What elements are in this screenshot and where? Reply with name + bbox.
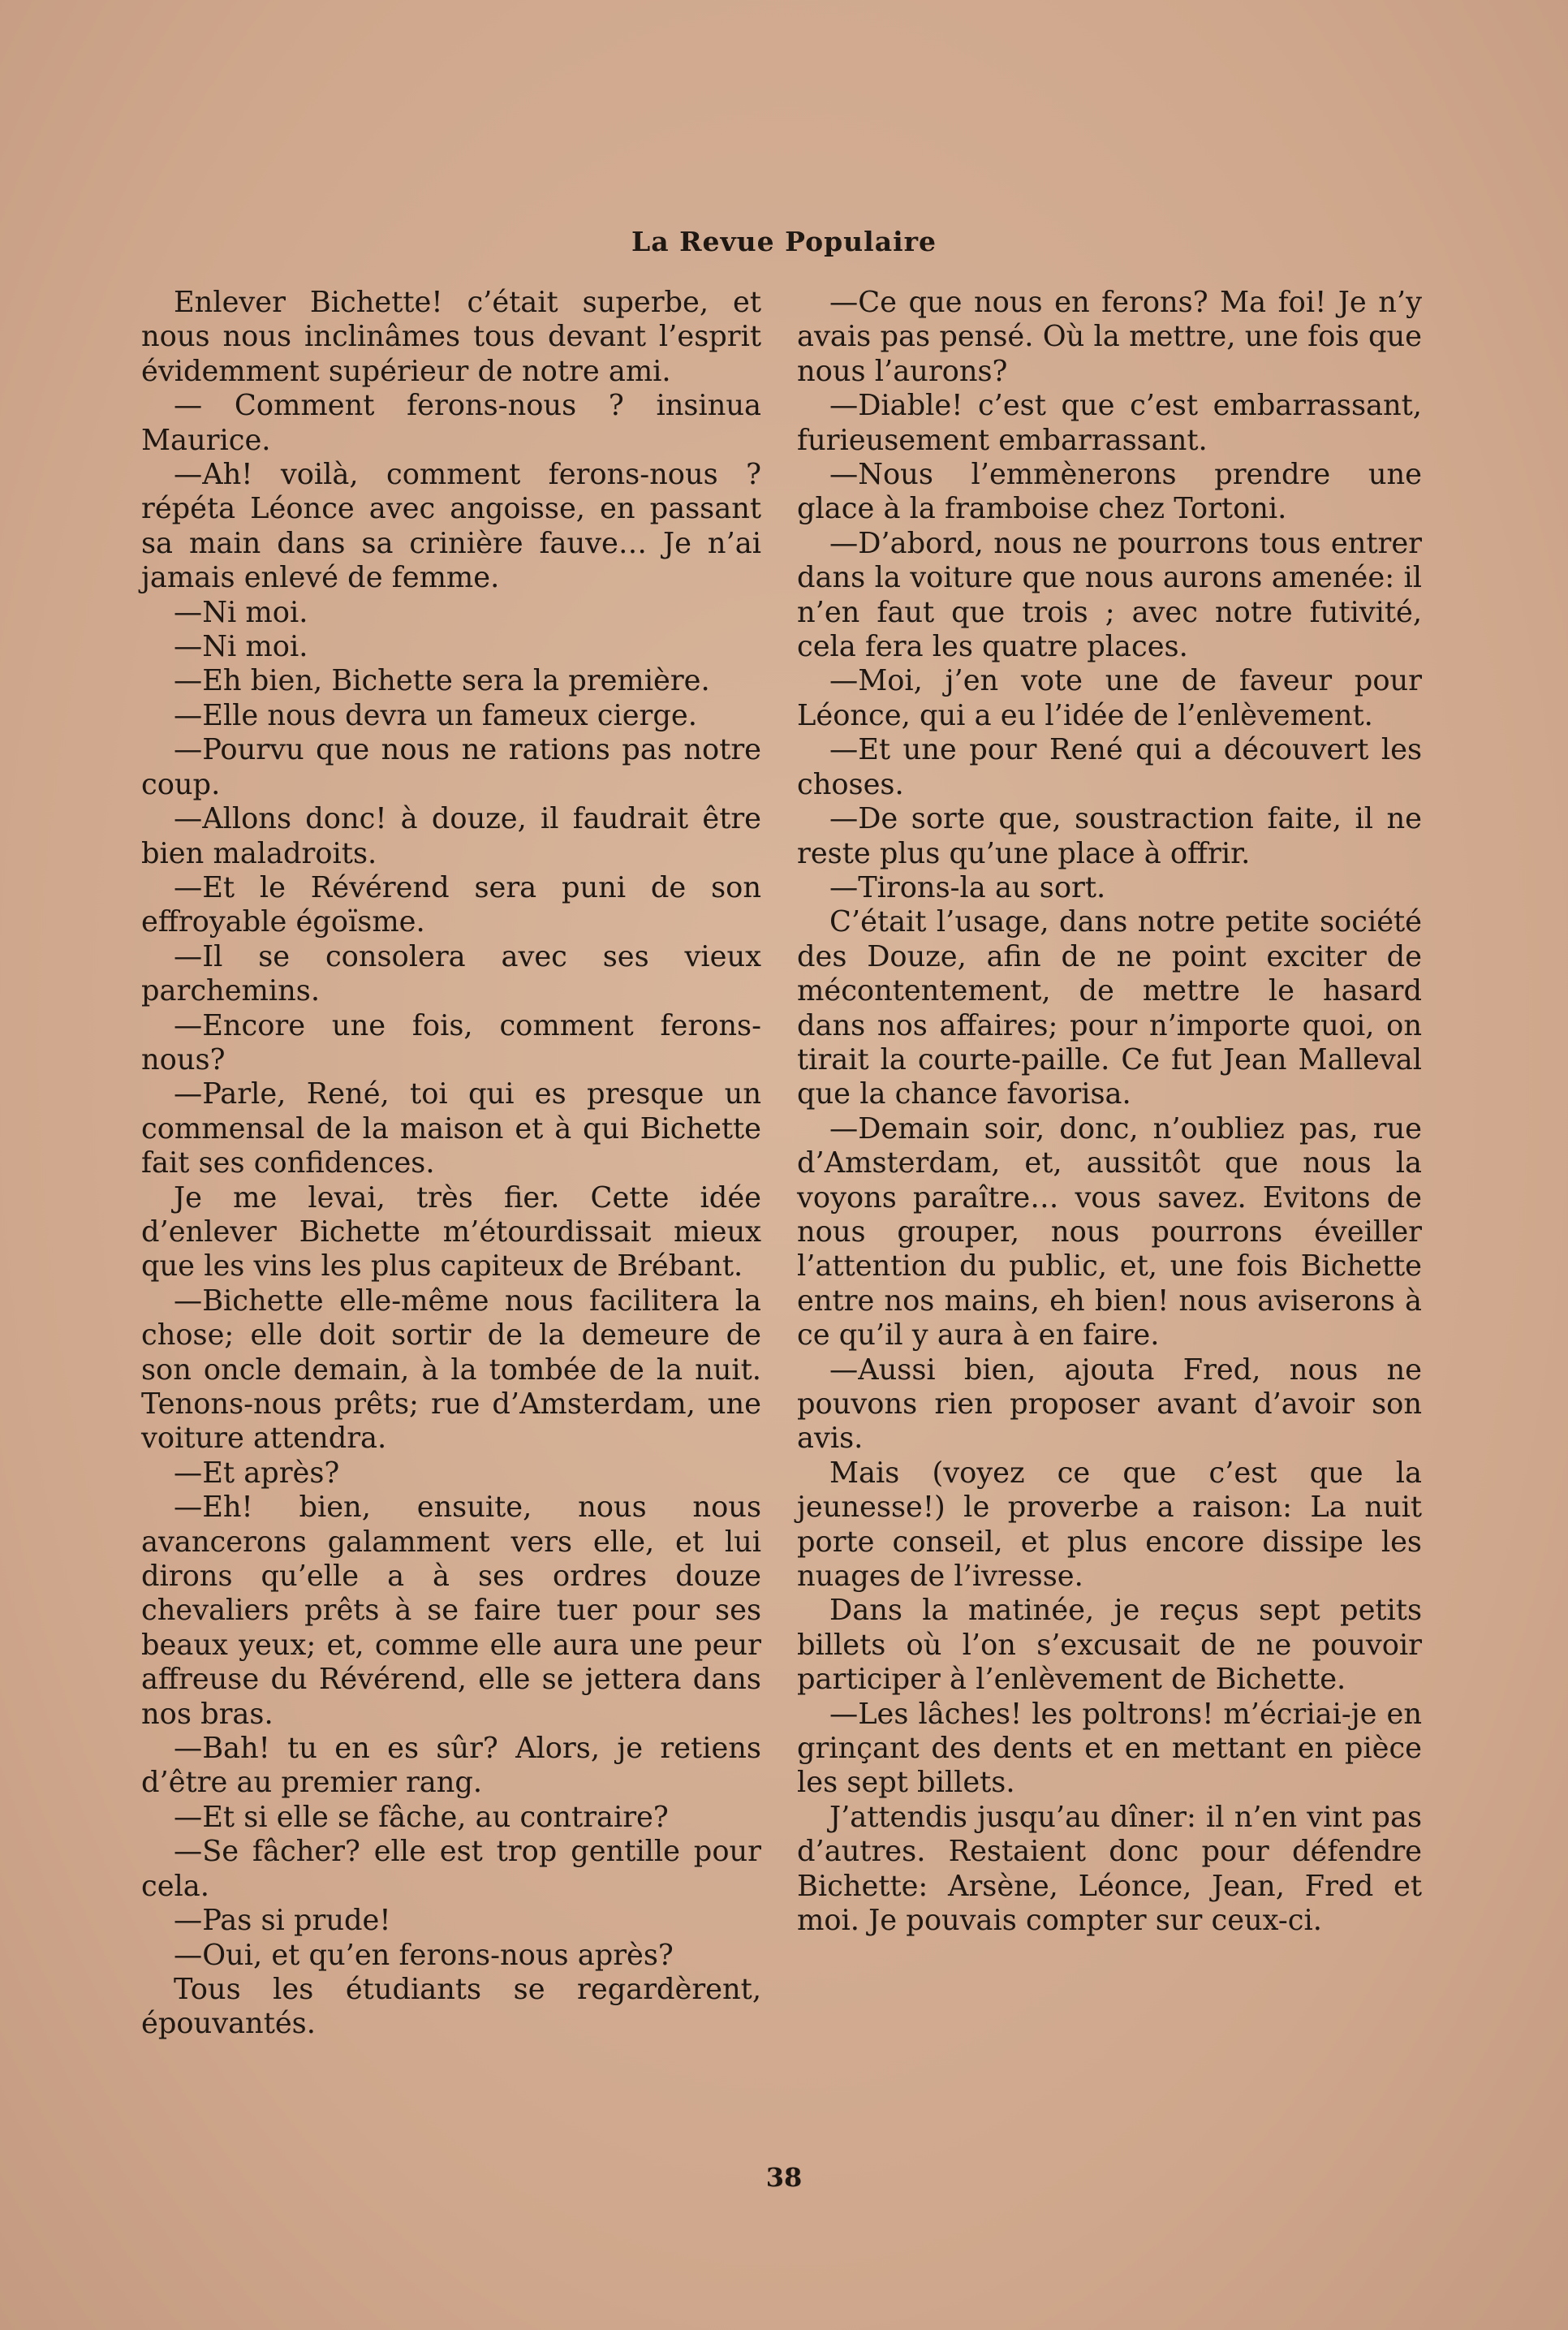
paragraph: —Et après? <box>174 1456 340 1490</box>
paragraph: —Allons donc! à douze, il faudrait être bien maladroits. <box>141 802 761 870</box>
paragraph: —De sorte que, soustraction faite, il ne reste plus qu’une place à offrir. <box>797 802 1422 870</box>
paragraph: —Eh bien, Bichette sera la première. <box>174 664 710 698</box>
paragraph: Enlever Bichette! c’était superbe, et nous nous inclinâmes tous devant l’esprit évidemment supérieur de notre ami. <box>141 286 761 388</box>
paragraph: Dans la matinée, je reçus sept petits billets où l’on s’excusait de ne pouvoir participer à l’enlèvement de Bichette. <box>797 1594 1422 1697</box>
paragraph: —Parle, René, toi qui es presque un commensal de la maison et à qui Bichette fait ses confidences. <box>141 1077 761 1180</box>
paragraph: —Demain soir, donc, n’oubliez pas, rue d’Amsterdam, et, aussitôt que nous la voyons paraître… vous savez. Evitons de nous grouper, nous pourrons éveiller l’attention du public, et, une fois Bichette entre nos mains, eh bien! nous aviserons à ce qu’il y aura à en faire. <box>797 1111 1422 1353</box>
paragraph: J’attendis jusqu’au dîner: il n’en vint pas d’autres. Restaient donc pour défendre Bichette: Arsène, Léonce, Jean, Fred et moi. Je pouvais compter sur ceux-ci. <box>797 1800 1422 1938</box>
paragraph: —Aussi bien, ajouta Fred, nous ne pouvons rien proposer avant d’avoir son avis. <box>797 1353 1422 1456</box>
page-number: 38 <box>765 2162 803 2193</box>
paragraph: —Oui, et qu’en ferons-nous après? <box>174 1938 674 1972</box>
paragraph: —Pourvu que nous ne rations pas notre coup. <box>141 733 761 801</box>
paragraph: —Moi, j’en vote une de faveur pour Léonce, qui a eu l’idée de l’enlèvement. <box>797 664 1422 732</box>
paragraph: —Ni moi. <box>174 595 308 629</box>
paragraph: —Et le Révérend sera puni de son effroyable égoïsme. <box>141 870 761 939</box>
paragraph: —Tirons-la au sort. <box>829 870 1106 904</box>
paragraph: —Les lâches! les poltrons! m’écriai-je en grinçant des dents et en mettant en pièce les sept billets. <box>797 1697 1422 1800</box>
paragraph: —D’abord, nous ne pourrons tous entrer dans la voiture que nous aurons amenée: il n’en faut que trois ; avec notre futivité, cela fera les quatre places. <box>797 526 1422 664</box>
paragraph: —Bah! tu en es sûr? Alors, je retiens d’être au premier rang. <box>141 1732 761 1800</box>
paragraph: —Eh! bien, ensuite, nous nous avancerons galamment vers elle, et lui dirons qu’elle a à ses ordres douze chevaliers prêts à se faire tuer pour ses beaux yeux; et, comme elle aura une peur affreuse du Révérend, elle se jettera dans nos bras. <box>141 1491 761 1731</box>
paragraph: — Comment ferons-nous ? insinua Maurice. <box>141 389 761 457</box>
paragraph: —Elle nous devra un fameux cierge. <box>174 698 697 732</box>
paragraph: —Encore une fois, comment ferons-nous? <box>141 1008 761 1077</box>
paragraph: C’était l’usage, dans notre petite société des Douze, afin de ne point exciter de mécontentement, de mettre le hasard dans nos affaires; pour n’importe quoi, on tirait la courte-paille. Ce fut Jean Malleval que la chance favorisa. <box>797 905 1422 1111</box>
paragraph: —Ah! voilà, comment ferons-nous ? répéta Léonce avec angoisse, en passant sa main dans sa crinière fauve… Je n’ai jamais enlevé de femme. <box>141 458 761 595</box>
paragraph: —Pas si prude! <box>174 1904 391 1938</box>
paragraph: —Et une pour René qui a découvert les choses. <box>797 733 1422 801</box>
left-column <box>141 286 761 2042</box>
paragraph: —Ce que nous en ferons? Ma foi! Je n’y avais pas pensé. Où la mettre, une fois que nous l’aurons? <box>797 286 1422 388</box>
paragraph: Tous les étudiants se regardèrent, épouvantés. <box>141 1972 761 2041</box>
paragraph: Je me levai, très fier. Cette idée d’enlever Bichette m’étourdissait mieux que les vins les plus capiteux de Brébant. <box>141 1180 761 1284</box>
paragraph: Mais (voyez ce que c’est que la jeunesse!) le proverbe a raison: La nuit porte conseil, et plus encore dissipe les nuages de l’ivresse. <box>797 1456 1422 1594</box>
paragraph: —Nous l’emmènerons prendre une glace à la framboise chez Tortoni. <box>797 458 1422 526</box>
paragraph: —Diable! c’est que c’est embarrassant, furieusement embarrassant. <box>797 389 1422 457</box>
paragraph: —Il se consolera avec ses vieux parchemins. <box>141 939 761 1008</box>
paragraph: —Bichette elle-même nous facilitera la chose; elle doit sortir de la demeure de son oncle demain, à la tombée de la nuit. Tenons-nous prêts; rue d’Amsterdam, une voiture attendra. <box>141 1284 761 1456</box>
paragraph: —Ni moi. <box>174 630 308 664</box>
paragraph: —Se fâcher? elle est trop gentille pour cela. <box>141 1835 761 1903</box>
right-column <box>797 286 1422 1939</box>
running-title: La Revue Populaire <box>631 226 937 257</box>
paragraph: —Et si elle se fâche, au contraire? <box>174 1800 669 1834</box>
